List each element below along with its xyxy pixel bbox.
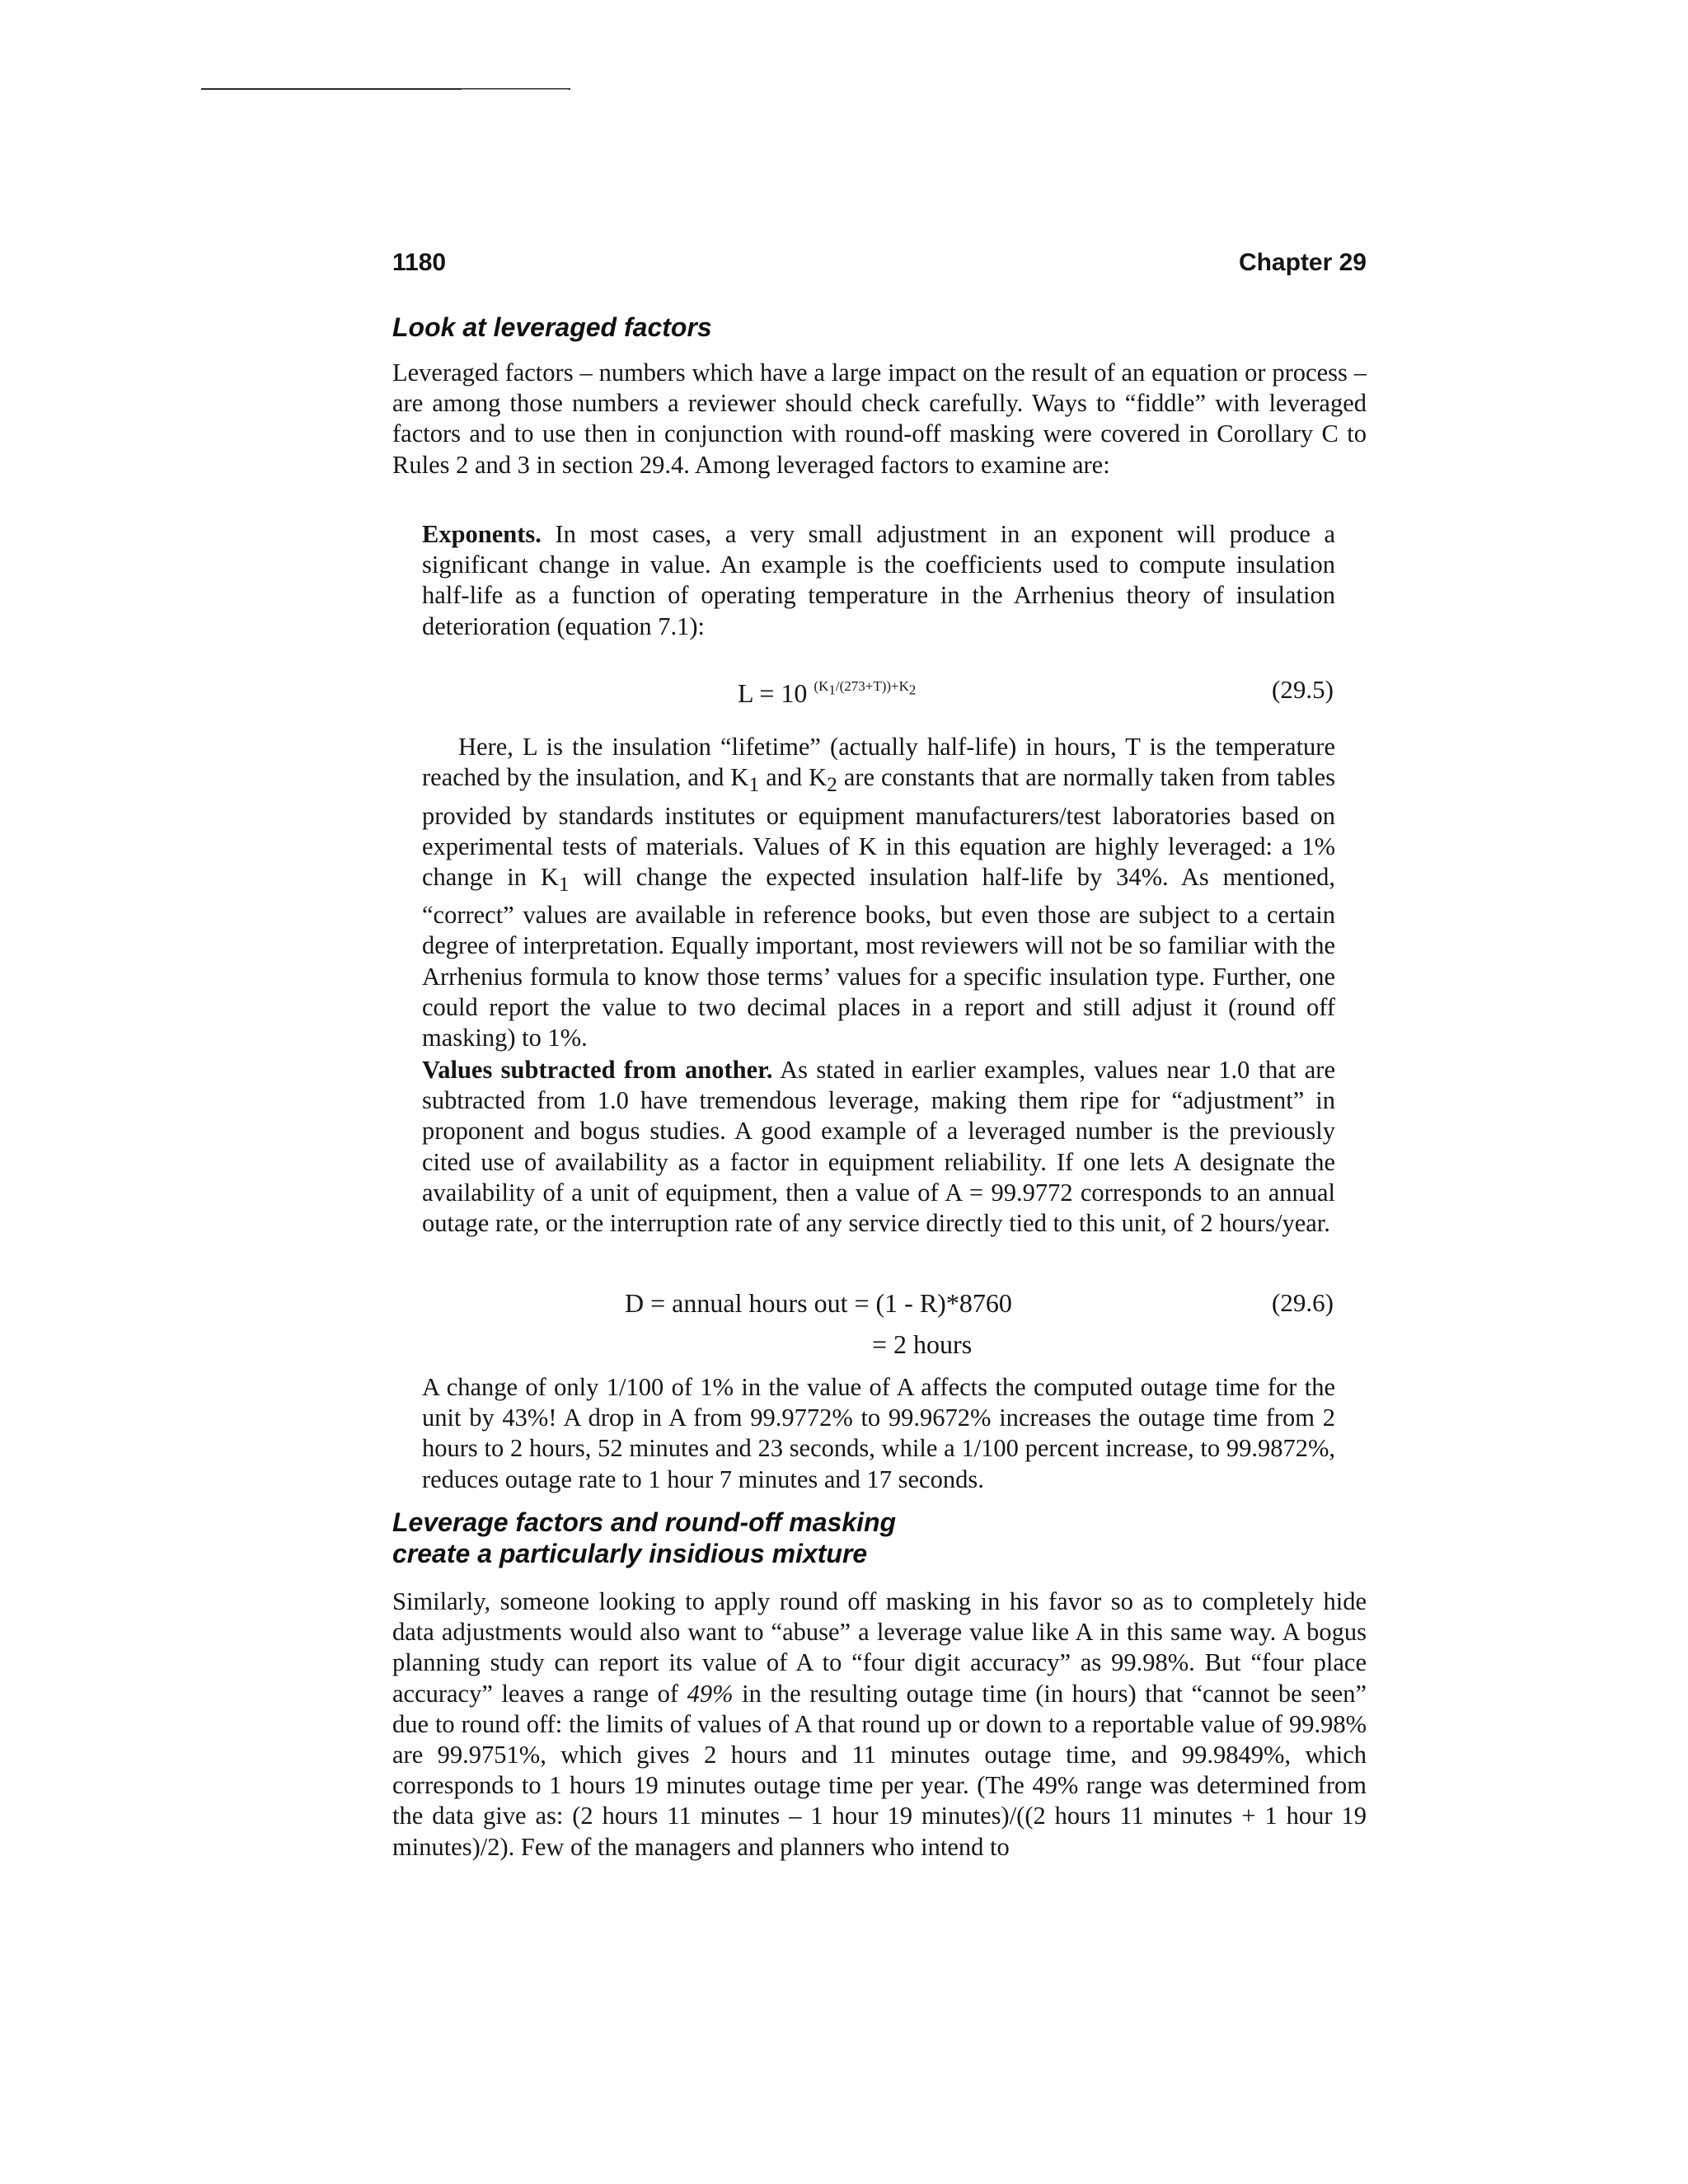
exponents-text: In most cases, a very small adjustment in an exponent will produce a significant change in value. An example is the coefficients used to compute insulation half-life as a function of operating temperature in the Arrhenius theory of insulation deterioration (equation 7.1):: [422, 520, 1335, 640]
values-text: As stated in earlier examples, values near 1.0 that are subtracted from 1.0 have tremendous leverage, making them ripe for “adjustment” in proponent and bogus studies. A good example of a leveraged number is the previously cited use of availability as a factor in equipment reliability. If one lets A designate the availability of a unit of equipment, then a value of A = 99.9772 corresponds to an annual outage rate, or the interruption rate of any service directly tied to this unit, of 2 hours/year.: [422, 1056, 1335, 1238]
equation-number-29-5: (29.5): [1272, 675, 1334, 704]
change-paragraph: A change of only 1/100 of 1% in the value of A affects the computed outage time for the unit by 43%! A drop in A from 99.9772% to 99.9672% increases the outage time from 2 hours to 2 hours, 52 minutes and 23 seconds, while a 1/100 percent increase, to 99.9872%, reduces outage rate to 1 hour 7 minutes and 17 seconds.: [422, 1373, 1335, 1493]
values-lead: Values subtracted from another.: [422, 1056, 773, 1084]
exponents-paragraph: [422, 519, 1335, 642]
equation-29-6-line2: = 2 hours: [872, 1329, 973, 1359]
chapter-title: Chapter 29: [1238, 249, 1367, 276]
equation-exponent: (K1/(273+T))+K2: [814, 678, 917, 698]
intro-paragraph: Leveraged factors – numbers which have a large impact on the result of an equation or process – are among those numbers a reviewer should check carefully. Ways to “fiddle” with leveraged factors and to use then in conjunction with round-off masking were covered in Corollary C to Rules 2 and 3 in section 29.4. Among leveraged factors to examine are:: [392, 359, 1367, 479]
equation-number-29-6: (29.6): [1272, 1288, 1334, 1317]
here-paragraph: Here, L is the insulation “lifetime” (actually half-life) in hours, T is the temperature reached by the insulation, and $K_1$ and $K_2$ are constants that are normally taken from tables provided by standards institutes or equipment manufacturers/test laboratories based on experimental tests of materials. Values of K in this equation are highly leveraged: a 1% change in $K_1$ will change the expected insulation half-life by 34%. As mentioned, “correct” values are available in reference books, but even those are subject to a certain degree of interpretation. Equally important, most reviewers will not be so familiar with the Arrhenius formula to know those terms’ values for a specific insulation type. Further, one could report the value to two decimal places in a report and still adjust it (round off masking) to 1%.: [422, 733, 1335, 1052]
similarly-paragraph: Similarly, someone looking to apply round off masking in his favor so as to completely hide data adjustments would also want to “abuse” a leverage value like A in this same way. A bogus planning study can report its value of A to “four digit accuracy” as 99.98%. But “four place accuracy” leaves a range of 49% in the resulting outage time (in hours) that “cannot be seen” due to round off: the limits of values of A that round up or down to a reportable value of 99.98% are 99.9751%, which gives 2 hours and 11 minutes outage time, and 99.9849%, which corresponds to 1 hours 19 minutes outage time per year. (The 49% range was determined from the data give as: (2 hours 11 minutes – 1 hour 19 minutes)/((2 hours 11 minutes + 1 hour 19 minutes)/2). Few of the managers and planners who intend to: [392, 1587, 1367, 1861]
section-heading-leveraged-factors: Look at leveraged factors: [392, 312, 712, 342]
top-rule-tail: [462, 89, 569, 90]
section-heading-round-off-masking: Leverage factors and round-off masking create a particularly insidious mixture: [392, 1507, 897, 1568]
page-header: [392, 249, 1367, 277]
page-number: 1180: [392, 249, 447, 276]
values-subtracted-paragraph: [422, 1055, 1335, 1239]
equation-29-5: L = 10 $^{(K_1/(273+T))+K_2}$: [738, 678, 917, 708]
exponents-lead: Exponents.: [422, 520, 542, 548]
equation-29-6-line1: D = annual hours out = (1 - R)*8760: [625, 1288, 1012, 1318]
